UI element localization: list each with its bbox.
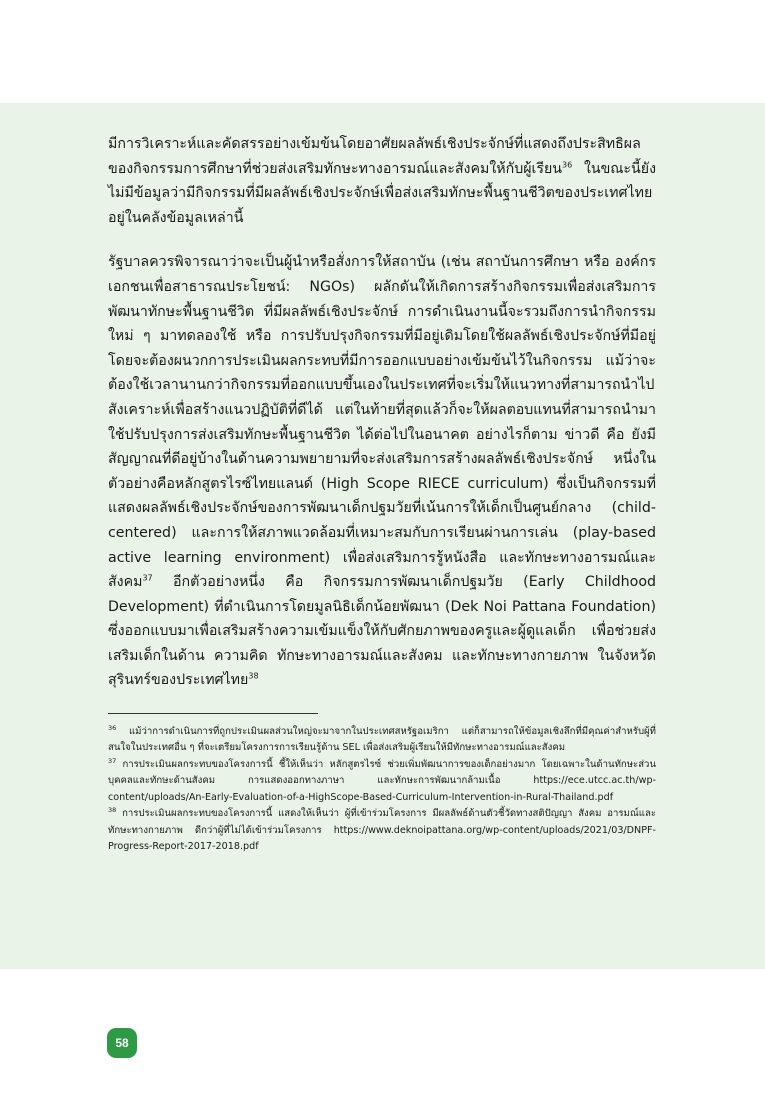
- footnote-number: 38: [108, 805, 117, 814]
- paragraph-2-part2: อีกตัวอย่างหนึ่ง คือ กิจกรรมการพัฒนาเด็กปฐมวัย (Early Childhood Development) ที่ดำเนินการโดยมูลนิธิเด็กน้อยพัฒนา (Dek Noi Pattana Foundation) ซึ่งออกแบบมาเพื่อเสริมสร้างความเข้มแข็งให้กับศักยภาพของครูและผู้ดูแลเด็ก เพื่อช่วยส่งเสริมเด็กในด้าน ความคิด ทักษะทางอารมณ์และสังคม และทักษะทางกายภาพ ในจังหวัดสุรินทร์ของประเทศไทย: [108, 574, 656, 689]
- footnote-ref-38: 38: [248, 671, 259, 681]
- page-number-badge: 58: [107, 1028, 137, 1058]
- footnote-37: [108, 757, 656, 806]
- paragraph-2-part1: รัฐบาลควรพิจารณาว่าจะเป็นผู้นำหรือสั่งการให้สถาบัน (เช่น สถาบันการศึกษา หรือ องค์กรเอกชนเพื่อสาธารณประโยชน์: NGOs) ผลักดันให้เกิดการสร้างกิจกรรมเพื่อส่งเสริมการพัฒนาทักษะพื้นฐานชีวิต ที่มีผลลัพธ์เชิงประจักษ์ การดำเนินงานนี้จะรวมถึงการนำกิจกรรมใหม่ ๆ มาทดลองใช้ หรือ การปรับปรุงกิจกรรมที่มีอยู่เดิมโดยใช้ผลลัพธ์เชิงประจักษ์ที่มีอยู่ โดยจะต้องผนวกการประเมินผลกระทบที่มีการออกแบบอย่างเข้มข้นไว้ในกิจกรรม แม้ว่าจะต้องใช้เวลานานกว่ากิจกรรมที่ออกแบบขึ้นเองในประเทศที่จะเริ่มให้แนวทางที่สามารถนำไปสังเคราะห์เพื่อสร้างแนวปฏิบัติที่ดีได้ แต่ในท้ายที่สุดแล้วก็จะให้ผลตอบแทนที่สามารถนำมาใช้ปรับปรุงการส่งเสริมทักษะพื้นฐานชีวิต ได้ต่อไปในอนาคต อย่างไรก็ตาม ข่าวดี คือ ยังมีสัญญาณที่ดีอยู่บ้างในด้านความพยายามที่จะส่งเสริมการสร้างผลลัพธ์เชิงประจักษ์ หนึ่งในตัวอย่างคือหลักสูตรไรซ์ไทยแลนด์ (High Scope RIECE curriculum) ซึ่งเป็นกิจกรรมที่แสดงผลลัพธ์เชิงประจักษ์ของการพัฒนาเด็กปฐมวัยที่เน้นการให้เด็กเป็นศูนย์กลาง (child-centered) และการให้สภาพแวดล้อมที่เหมาะสมกับการเรียนผ่านการเล่น (play-based active learning environment) เพื่อส่งเสริมการรู้หนังสือ และทักษะทางอารมณ์และสังคม: [108, 254, 656, 591]
- footnote-divider: [108, 713, 318, 714]
- footnote-number: 36: [108, 723, 117, 732]
- footnote-text: การประเมินผลกระทบของโครงการนี้ แสดงให้เห็นว่า ผู้ที่เข้าร่วมโครงการ มีผลลัพธ์ด้านตัวชี้วัดทางสติปัญญา สังคม อารมณ์และทักษะทางกายภาพ ดีกว่าผู้ที่ไม่ได้เข้าร่วมโครงการ https://www.deknoipattana.org/wp-content/uploads/2021/03/DNPF-Progress-Report-2017-2018.pdf: [108, 808, 656, 852]
- paragraph-1-text: มีการวิเคราะห์และคัดสรรอย่างเข้มข้นโดยอาศัยผลลัพธ์เชิงประจักษ์ที่แสดงถึงประสิทธิผลของกิจกรรมการศึกษาที่ช่วยส่งเสริมทักษะทางอารมณ์และสังคมให้กับผู้เรียน: [108, 136, 641, 177]
- paragraph-2: [108, 250, 656, 693]
- paragraph-1-tail: ในขณะนี้ยังไม่มีข้อมูลว่ามีกิจกรรมที่มีผลลัพธ์เชิงประจักษ์เพื่อส่งเสริมทักษะพื้นฐานชีวิตของประเทศไทยอยู่ในคลังข้อมูลเหล่านี้: [108, 160, 656, 226]
- footnote-ref-37: 37: [142, 573, 153, 583]
- footnote-number: 37: [108, 756, 117, 765]
- main-content: [108, 132, 656, 855]
- footnote-text: แม้ว่าการดำเนินการที่ถูกประเมินผลส่วนใหญ่จะมาจากในประเทศสหรัฐอเมริกา แต่ก็สามารถให้ข้อมูลเชิงลึกที่มีคุณค่าสำหรับผู้ที่สนใจในประเทศอื่น ๆ ที่จะเตรียมโครงการการเรียนรู้ด้าน SEL เพื่อส่งเสริมผู้เรียนให้มีทักษะทางอารมณ์และสังคม: [108, 726, 656, 754]
- footnote-ref-36: 36: [562, 159, 573, 169]
- footnote-36: [108, 724, 656, 757]
- footnote-38: [108, 806, 656, 855]
- paragraph-1: [108, 132, 656, 230]
- footnote-text: การประเมินผลกระทบของโครงการนี้ ชี้ให้เห็นว่า หลักสูตรไรซ์ ช่วยเพิ่มพัฒนาการของเด็กอย่างมาก โดยเฉพาะในด้านทักษะส่วนบุคคลและทักษะด้านสังคม การแสดงออกทางภาษา และทักษะการพัฒนากล้ามเนื้อ https://ece.utcc.ac.th/wp-content/uploads/An-Early-Evaluation-of-a-HighScope-Based-Curriculum-Intervention-in-Rural-Thailand.pdf: [108, 758, 656, 803]
